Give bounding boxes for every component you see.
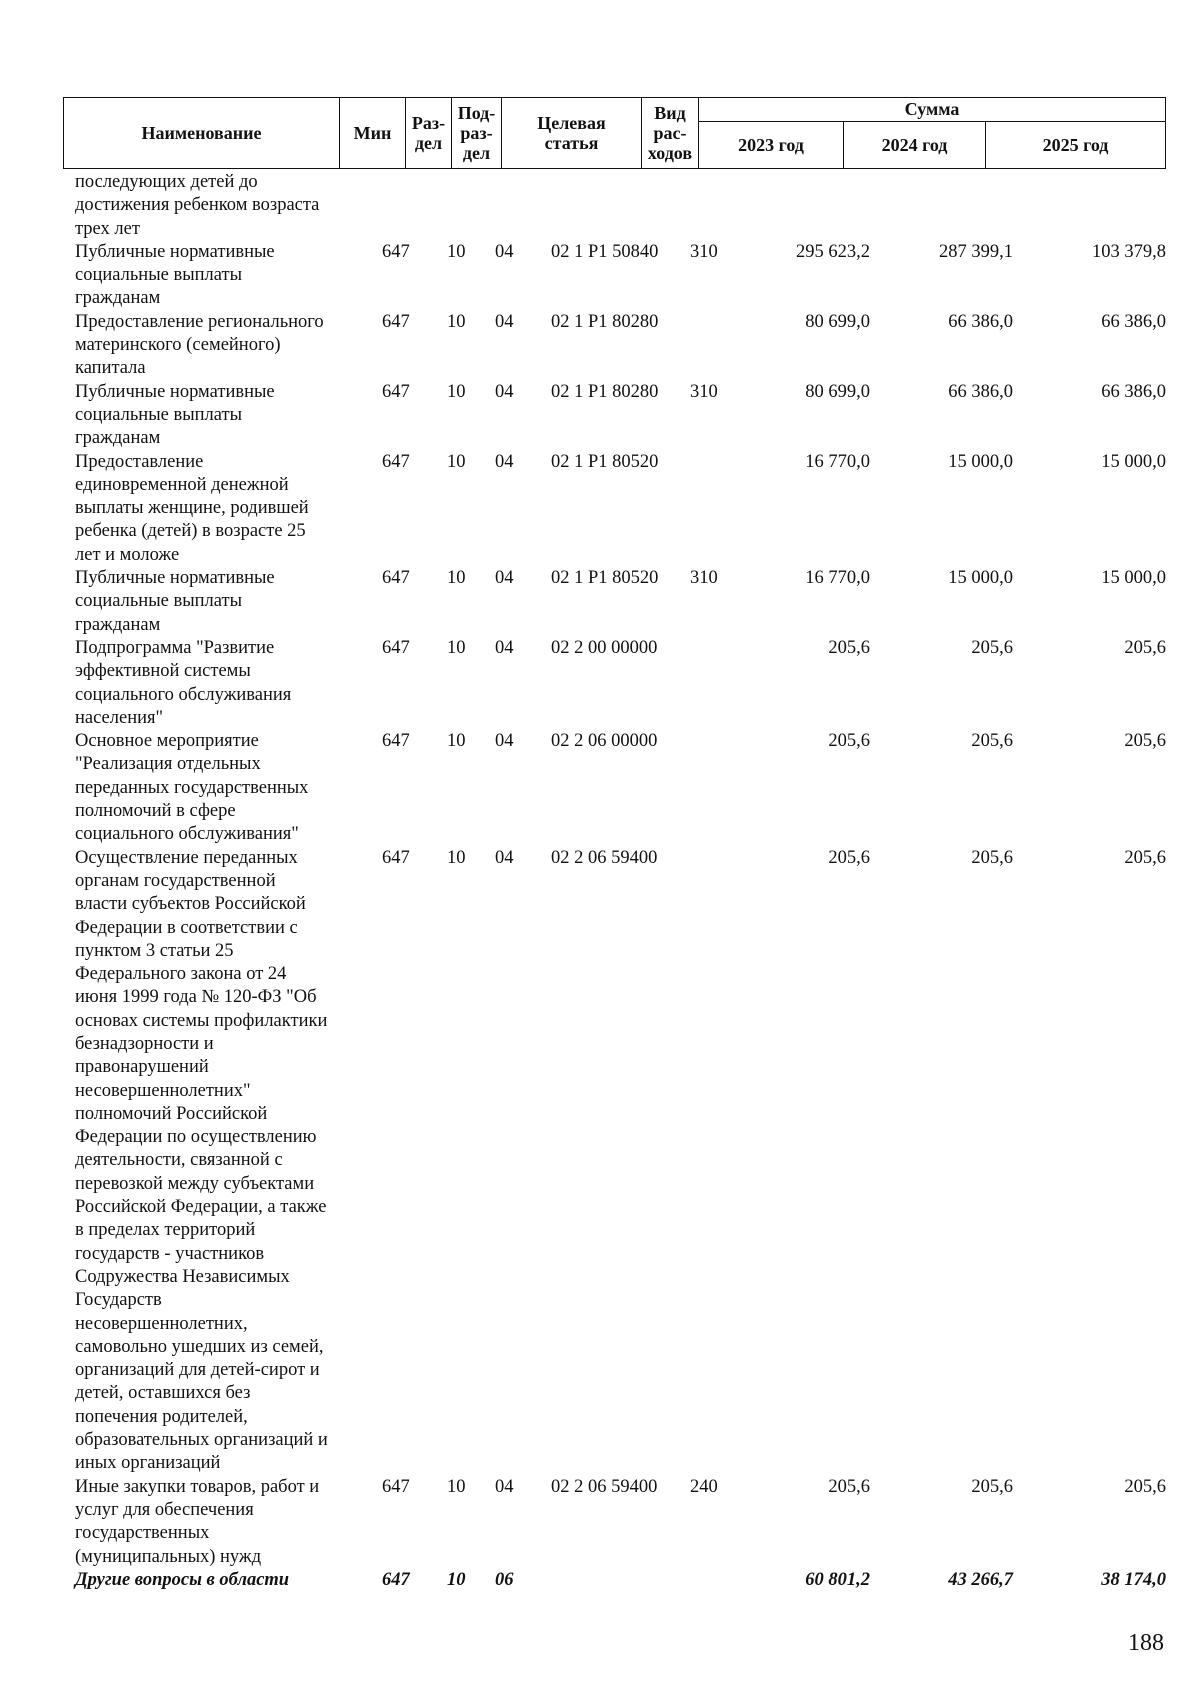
header-min <box>340 98 406 168</box>
row-target: 02 1 P1 80280 <box>551 311 659 332</box>
row-name-line: государств - участников <box>75 1243 265 1264</box>
header-razdel-line2: дел <box>414 133 443 153</box>
row-name <box>75 451 365 567</box>
row-razdel: 10 <box>447 311 466 332</box>
row-name-line: Предоставление <box>75 451 204 472</box>
row-target: 02 2 06 59400 <box>551 847 658 868</box>
header-razdel <box>406 98 452 168</box>
header-year-2024 <box>844 122 986 168</box>
row-target: 02 2 00 00000 <box>551 637 658 658</box>
row-min: 647 <box>382 241 410 262</box>
row-vid: 310 <box>690 381 718 402</box>
row-name-line: Федерации по осуществлению <box>75 1127 317 1148</box>
row-name-line: деятельности, связанной с <box>75 1150 283 1171</box>
row-sum-2023: 80 699,0 <box>805 381 870 402</box>
row-name-line: перевозкой между субъектами <box>75 1173 315 1194</box>
row-name-line: детей, оставшихся без <box>75 1383 251 1404</box>
row-name <box>75 171 365 241</box>
row-name-line: переданных государственных <box>75 777 309 798</box>
row-name-line: Основное мероприятие <box>75 731 259 752</box>
row-name-line: полномочий в сфере <box>75 801 236 822</box>
header-sum-label: Сумма <box>904 99 960 119</box>
row-name-line: гражданам <box>75 614 161 635</box>
row-name-line: полномочий Российской <box>75 1103 268 1124</box>
row-name-line: единовременной денежной <box>75 474 289 495</box>
header-name-label: Наименование <box>141 123 262 143</box>
row-razdel: 10 <box>447 847 466 868</box>
row-target: 02 2 06 00000 <box>551 731 658 752</box>
table-row <box>0 451 1200 567</box>
row-podrazdel: 04 <box>495 311 514 332</box>
row-name-line: выплаты женщине, родившей <box>75 498 309 519</box>
header-year-2024-label: 2024 год <box>881 134 948 155</box>
row-sum-2023: 60 801,2 <box>805 1569 870 1590</box>
row-name-line: гражданам <box>75 288 161 309</box>
row-razdel: 10 <box>447 1476 466 1497</box>
row-target: 02 2 06 59400 <box>551 1476 658 1497</box>
row-razdel: 10 <box>447 451 466 472</box>
row-name-line: в пределах территорий <box>75 1220 256 1241</box>
header-razdel-line1: Раз- <box>411 113 446 133</box>
row-razdel: 10 <box>447 1569 466 1590</box>
table-row <box>0 637 1200 730</box>
row-name-line: последующих детей до <box>75 172 258 192</box>
row-sum-2023: 16 770,0 <box>805 568 870 589</box>
row-podrazdel: 04 <box>495 637 514 658</box>
table-row <box>0 730 1200 846</box>
row-min: 647 <box>382 311 410 332</box>
row-name-line: власти субъектов Российской <box>75 894 306 915</box>
row-name-line: гражданам <box>75 428 161 449</box>
header-year-2023 <box>699 122 844 168</box>
header-podrazdel-line3: дел <box>462 143 491 163</box>
header-target <box>502 98 642 168</box>
row-name-line: июня 1999 года № 120-ФЗ "Об <box>75 987 317 1008</box>
row-sum-2024: 205,6 <box>971 847 1013 868</box>
row-podrazdel: 04 <box>495 241 514 262</box>
row-name-line: государственных <box>75 1523 210 1544</box>
row-name-line: Федерального закона от 24 <box>75 964 287 985</box>
header-vid-line1: Вид <box>654 103 686 123</box>
row-target: 02 1 P1 80520 <box>551 568 659 589</box>
table-row <box>0 311 1200 381</box>
row-name-line: социальные выплаты <box>75 265 243 286</box>
row-name-line: самовольно ушедших из семей, <box>75 1336 324 1357</box>
row-name-line: социальные выплаты <box>75 591 243 612</box>
row-sum-2025: 38 174,0 <box>1101 1569 1166 1590</box>
row-name-line: эффективной системы <box>75 661 251 682</box>
row-name-line: ребенка (детей) в возрасте 25 <box>75 521 306 542</box>
header-name <box>64 98 340 168</box>
row-sum-2024: 205,6 <box>971 1476 1013 1497</box>
row-vid: 310 <box>690 241 718 262</box>
header-podrazdel-line2: раз- <box>460 123 493 143</box>
row-name-line: услуг для обеспечения <box>75 1499 254 1520</box>
row-name-line: основах системы профилактики <box>75 1010 328 1031</box>
row-name-line: Подпрограмма "Развитие <box>75 637 275 658</box>
table-row <box>0 847 1200 1476</box>
row-min: 647 <box>382 451 410 472</box>
row-name-line: социального обслуживания" <box>75 824 299 845</box>
header-min-label: Мин <box>353 123 392 143</box>
row-name <box>75 567 365 637</box>
row-name-line: социальные выплаты <box>75 404 243 425</box>
row-name-line: пунктом 3 статьи 25 <box>75 940 234 961</box>
page-number: 188 <box>1128 1630 1164 1656</box>
row-name-line: трех лет <box>75 218 140 239</box>
row-name-line: несовершеннолетних, <box>75 1313 248 1334</box>
row-target: 02 1 P1 50840 <box>551 241 659 262</box>
row-sum-2023: 205,6 <box>828 1476 870 1497</box>
row-podrazdel: 04 <box>495 847 514 868</box>
row-min: 647 <box>382 568 410 589</box>
row-name-line: "Реализация отдельных <box>75 754 261 775</box>
row-sum-2023: 80 699,0 <box>805 311 870 332</box>
row-name-line: Публичные нормативные <box>75 381 275 402</box>
header-target-line1: Целевая <box>537 113 606 133</box>
row-name-line: Другие вопросы в области <box>75 1569 290 1590</box>
row-podrazdel: 06 <box>495 1569 514 1590</box>
row-name-line: лет и моложе <box>75 544 180 565</box>
row-podrazdel: 04 <box>495 568 514 589</box>
row-name <box>75 381 365 451</box>
row-name-line: населения" <box>75 707 164 728</box>
row-target: 02 1 P1 80520 <box>551 451 659 472</box>
row-min: 647 <box>382 1476 410 1497</box>
row-sum-2025: 205,6 <box>1124 637 1166 658</box>
row-sum-2024: 287 399,1 <box>939 241 1013 262</box>
row-podrazdel: 04 <box>495 451 514 472</box>
header-vid <box>642 98 699 168</box>
row-min: 647 <box>382 847 410 868</box>
header-year-2023-label: 2023 год <box>738 134 804 155</box>
row-name-line: достижения ребенком возраста <box>75 195 320 216</box>
table-row <box>0 241 1200 311</box>
row-sum-2023: 205,6 <box>828 847 870 868</box>
row-podrazdel: 04 <box>495 1476 514 1497</box>
row-name-line: несовершеннолетних" <box>75 1080 251 1101</box>
table-row <box>0 1569 1200 1592</box>
row-min: 647 <box>382 731 410 752</box>
row-name-line: Публичные нормативные <box>75 241 275 262</box>
row-name <box>75 637 365 730</box>
row-sum-2023: 295 623,2 <box>796 241 870 262</box>
table-row <box>0 171 1200 241</box>
table-row <box>0 567 1200 637</box>
row-name-line: организаций для детей-сирот и <box>75 1360 320 1381</box>
row-sum-2024: 66 386,0 <box>948 311 1013 332</box>
row-min: 647 <box>382 381 410 402</box>
header-sum <box>699 98 1165 122</box>
row-sum-2025: 15 000,0 <box>1101 451 1166 472</box>
row-sum-2024: 43 266,7 <box>948 1569 1013 1590</box>
table-header <box>63 97 1166 169</box>
row-sum-2023: 16 770,0 <box>805 451 870 472</box>
row-name <box>75 241 365 311</box>
row-name <box>75 311 365 381</box>
row-vid: 240 <box>690 1476 718 1497</box>
row-name-line: Иные закупки товаров, работ и <box>75 1476 320 1497</box>
row-name-line: иных организаций <box>75 1453 221 1474</box>
row-sum-2024: 66 386,0 <box>948 381 1013 402</box>
row-sum-2025: 66 386,0 <box>1101 311 1166 332</box>
row-name-line: социального обслуживания <box>75 684 292 705</box>
row-name-line: органам государственной <box>75 870 276 891</box>
row-sum-2024: 15 000,0 <box>948 451 1013 472</box>
header-vid-line3: ходов <box>647 143 693 163</box>
row-name <box>75 1476 365 1569</box>
row-name-line: капитала <box>75 358 146 379</box>
row-name-line: (муниципальных) нужд <box>75 1546 262 1567</box>
row-name <box>75 847 365 1476</box>
header-podrazdel-line1: Под- <box>457 103 496 123</box>
row-name <box>75 1569 365 1592</box>
row-razdel: 10 <box>447 637 466 658</box>
table-body <box>0 171 1200 1592</box>
header-target-line2: статья <box>544 133 599 153</box>
row-sum-2025: 205,6 <box>1124 847 1166 868</box>
row-name-line: Федерации в соответствии с <box>75 917 298 938</box>
row-name-line: образовательных организаций и <box>75 1430 328 1451</box>
row-sum-2024: 205,6 <box>971 731 1013 752</box>
header-year-2025-label: 2025 год <box>1042 134 1109 155</box>
row-name-line: Государств <box>75 1290 162 1311</box>
row-sum-2025: 15 000,0 <box>1101 568 1166 589</box>
row-name-line: Российской Федерации, а также <box>75 1197 327 1218</box>
row-name-line: Публичные нормативные <box>75 568 275 589</box>
row-sum-2024: 15 000,0 <box>948 568 1013 589</box>
header-vid-line2: рас- <box>653 123 687 143</box>
row-min: 647 <box>382 637 410 658</box>
header-podrazdel <box>452 98 502 168</box>
row-name-line: правонарушений <box>75 1057 209 1078</box>
row-podrazdel: 04 <box>495 731 514 752</box>
row-sum-2025: 205,6 <box>1124 731 1166 752</box>
row-name <box>75 730 365 846</box>
row-razdel: 10 <box>447 241 466 262</box>
row-name-line: материнского (семейного) <box>75 335 281 356</box>
row-sum-2023: 205,6 <box>828 731 870 752</box>
table-row <box>0 1476 1200 1569</box>
row-sum-2023: 205,6 <box>828 637 870 658</box>
row-name-line: Содружества Независимых <box>75 1266 290 1287</box>
header-year-2025 <box>986 122 1165 168</box>
row-name-line: безнадзорности и <box>75 1033 214 1054</box>
row-sum-2025: 205,6 <box>1124 1476 1166 1497</box>
row-name-line: попечения родителей, <box>75 1406 248 1427</box>
row-sum-2025: 103 379,8 <box>1092 241 1166 262</box>
table-row <box>0 381 1200 451</box>
row-name-line: Предоставление регионального <box>75 311 324 332</box>
row-target: 02 1 P1 80280 <box>551 381 659 402</box>
row-razdel: 10 <box>447 731 466 752</box>
row-name-line: Осуществление переданных <box>75 847 298 868</box>
row-razdel: 10 <box>447 381 466 402</box>
row-razdel: 10 <box>447 568 466 589</box>
row-sum-2025: 66 386,0 <box>1101 381 1166 402</box>
row-podrazdel: 04 <box>495 381 514 402</box>
row-vid: 310 <box>690 568 718 589</box>
row-min: 647 <box>382 1569 410 1590</box>
row-sum-2024: 205,6 <box>971 637 1013 658</box>
